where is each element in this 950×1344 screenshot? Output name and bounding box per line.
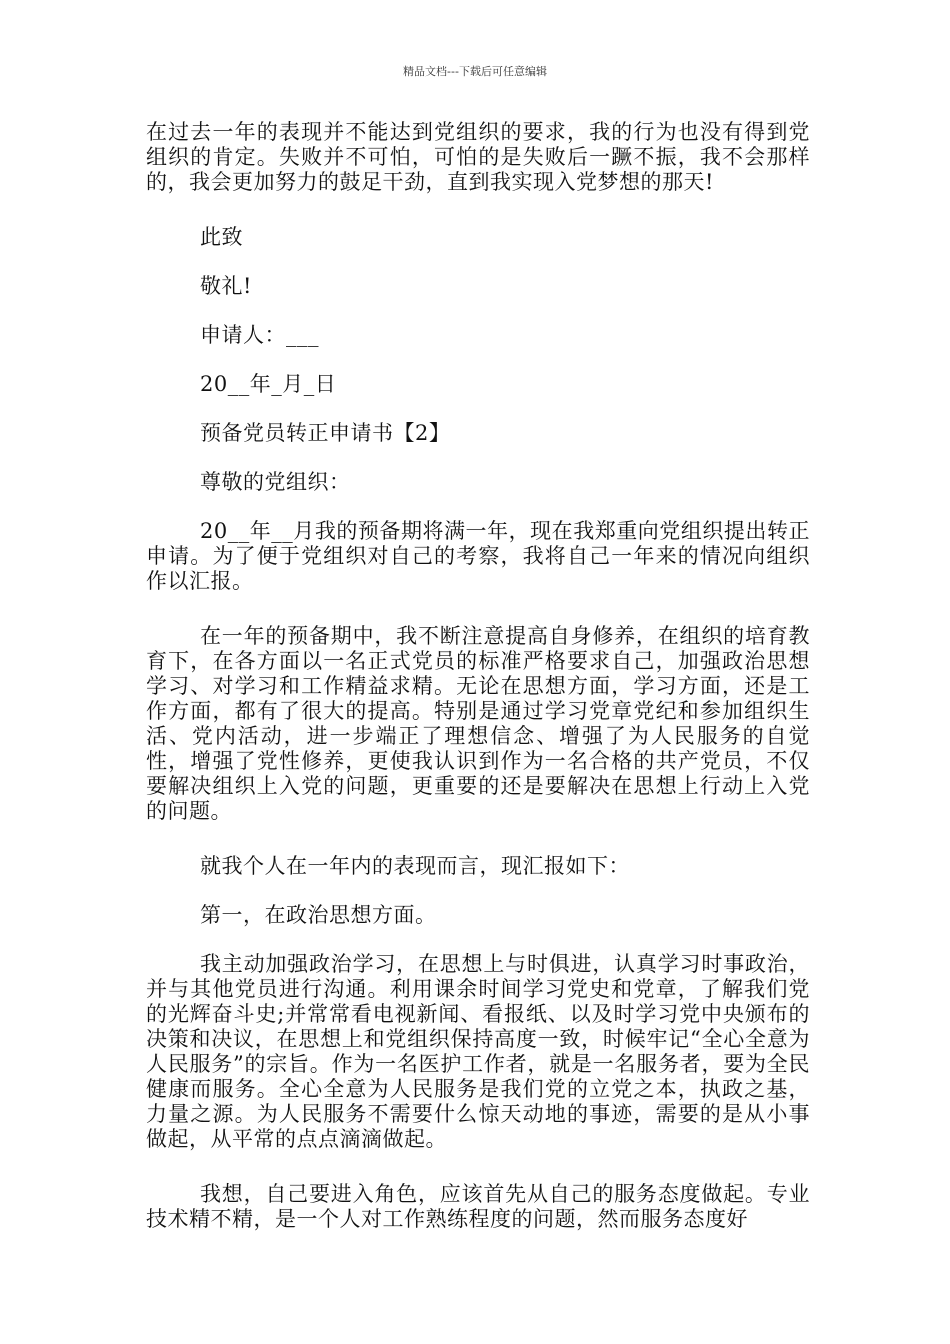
section-title: 预备党员转正申请书【2】 (200, 421, 451, 445)
paragraph-continuation: 在过去一年的表现并不能达到党组织的要求，我的行为也没有得到党组织的肯定。失败并不可怕，可怕的是失败后一蹶不振，我不会那样的，我会更加努力的鼓足干劲，直到我实现入党梦想的那天! (146, 120, 810, 194)
closing-salutation: 此致 (200, 225, 243, 249)
paragraph-summary-lead: 就我个人在一年内的表现而言，现汇报如下： (200, 854, 630, 878)
document-body (146, 120, 810, 1232)
paragraph-intro: 20__年__月我的预备期将满一年，现在我郑重向党组织提出转正申请。为了便于党组织对自己的考察，我将自己一年来的情况向组织作以汇报。 (146, 519, 810, 593)
paragraph-political-study: 我主动加强政治学习，在思想上与时俱进，认真学习时事政治，并与其他党员进行沟通。利用课余时间学习党史和党章，了解我们党的光辉奋斗史;并常常看电视新闻、看报纸、以及时学习党中央颁布的决策和决议，在思想上和党组织保持高度一致，时候牢记“全心全意为人民服务”的宗旨。作为一名医护工作者，就是一名服务者，要为全民健康而服务。全心全意为人民服务是我们党的立党之本，执政之基，力量之源。为人民服务不需要什么惊天动地的事迹，需要的是从小事做起，从平常的点点滴滴做起。 (146, 952, 810, 1151)
paragraph-review: 在一年的预备期中，我不断注意提高自身修养，在组织的培育教育下，在各方面以一名正式党员的标准严格要求自己，加强政治思想学习、对学习和工作精益求精。无论在思想方面，学习方面，还是工作方面，都有了很大的提高。特别是通过学习党章党纪和参加组织生活、党内活动，进一步端正了理想信念、增强了为人民服务的自觉性，增强了党性修养，更使我认识到作为一名合格的共产党员，不仅要解决组织上入党的问题，更重要的还是要解决在思想上行动上入党的问题。 (146, 624, 810, 823)
applicant-line: 申请人：___ (200, 323, 319, 347)
page-header: 精品文档---下载后可任意编辑 (403, 65, 547, 78)
paragraph-point-one: 第一，在政治思想方面。 (200, 903, 437, 927)
greeting: 尊敬的党组织： (200, 470, 351, 494)
paragraph-service-attitude: 我想，自己要进入角色，应该首先从自己的服务态度做起。专业技术精不精，是一个人对工作熟练程度的问题，然而服务态度好 (146, 1182, 810, 1231)
closing-respect: 敬礼! (200, 274, 252, 298)
date-line: 20__年_月_日 (200, 372, 337, 396)
